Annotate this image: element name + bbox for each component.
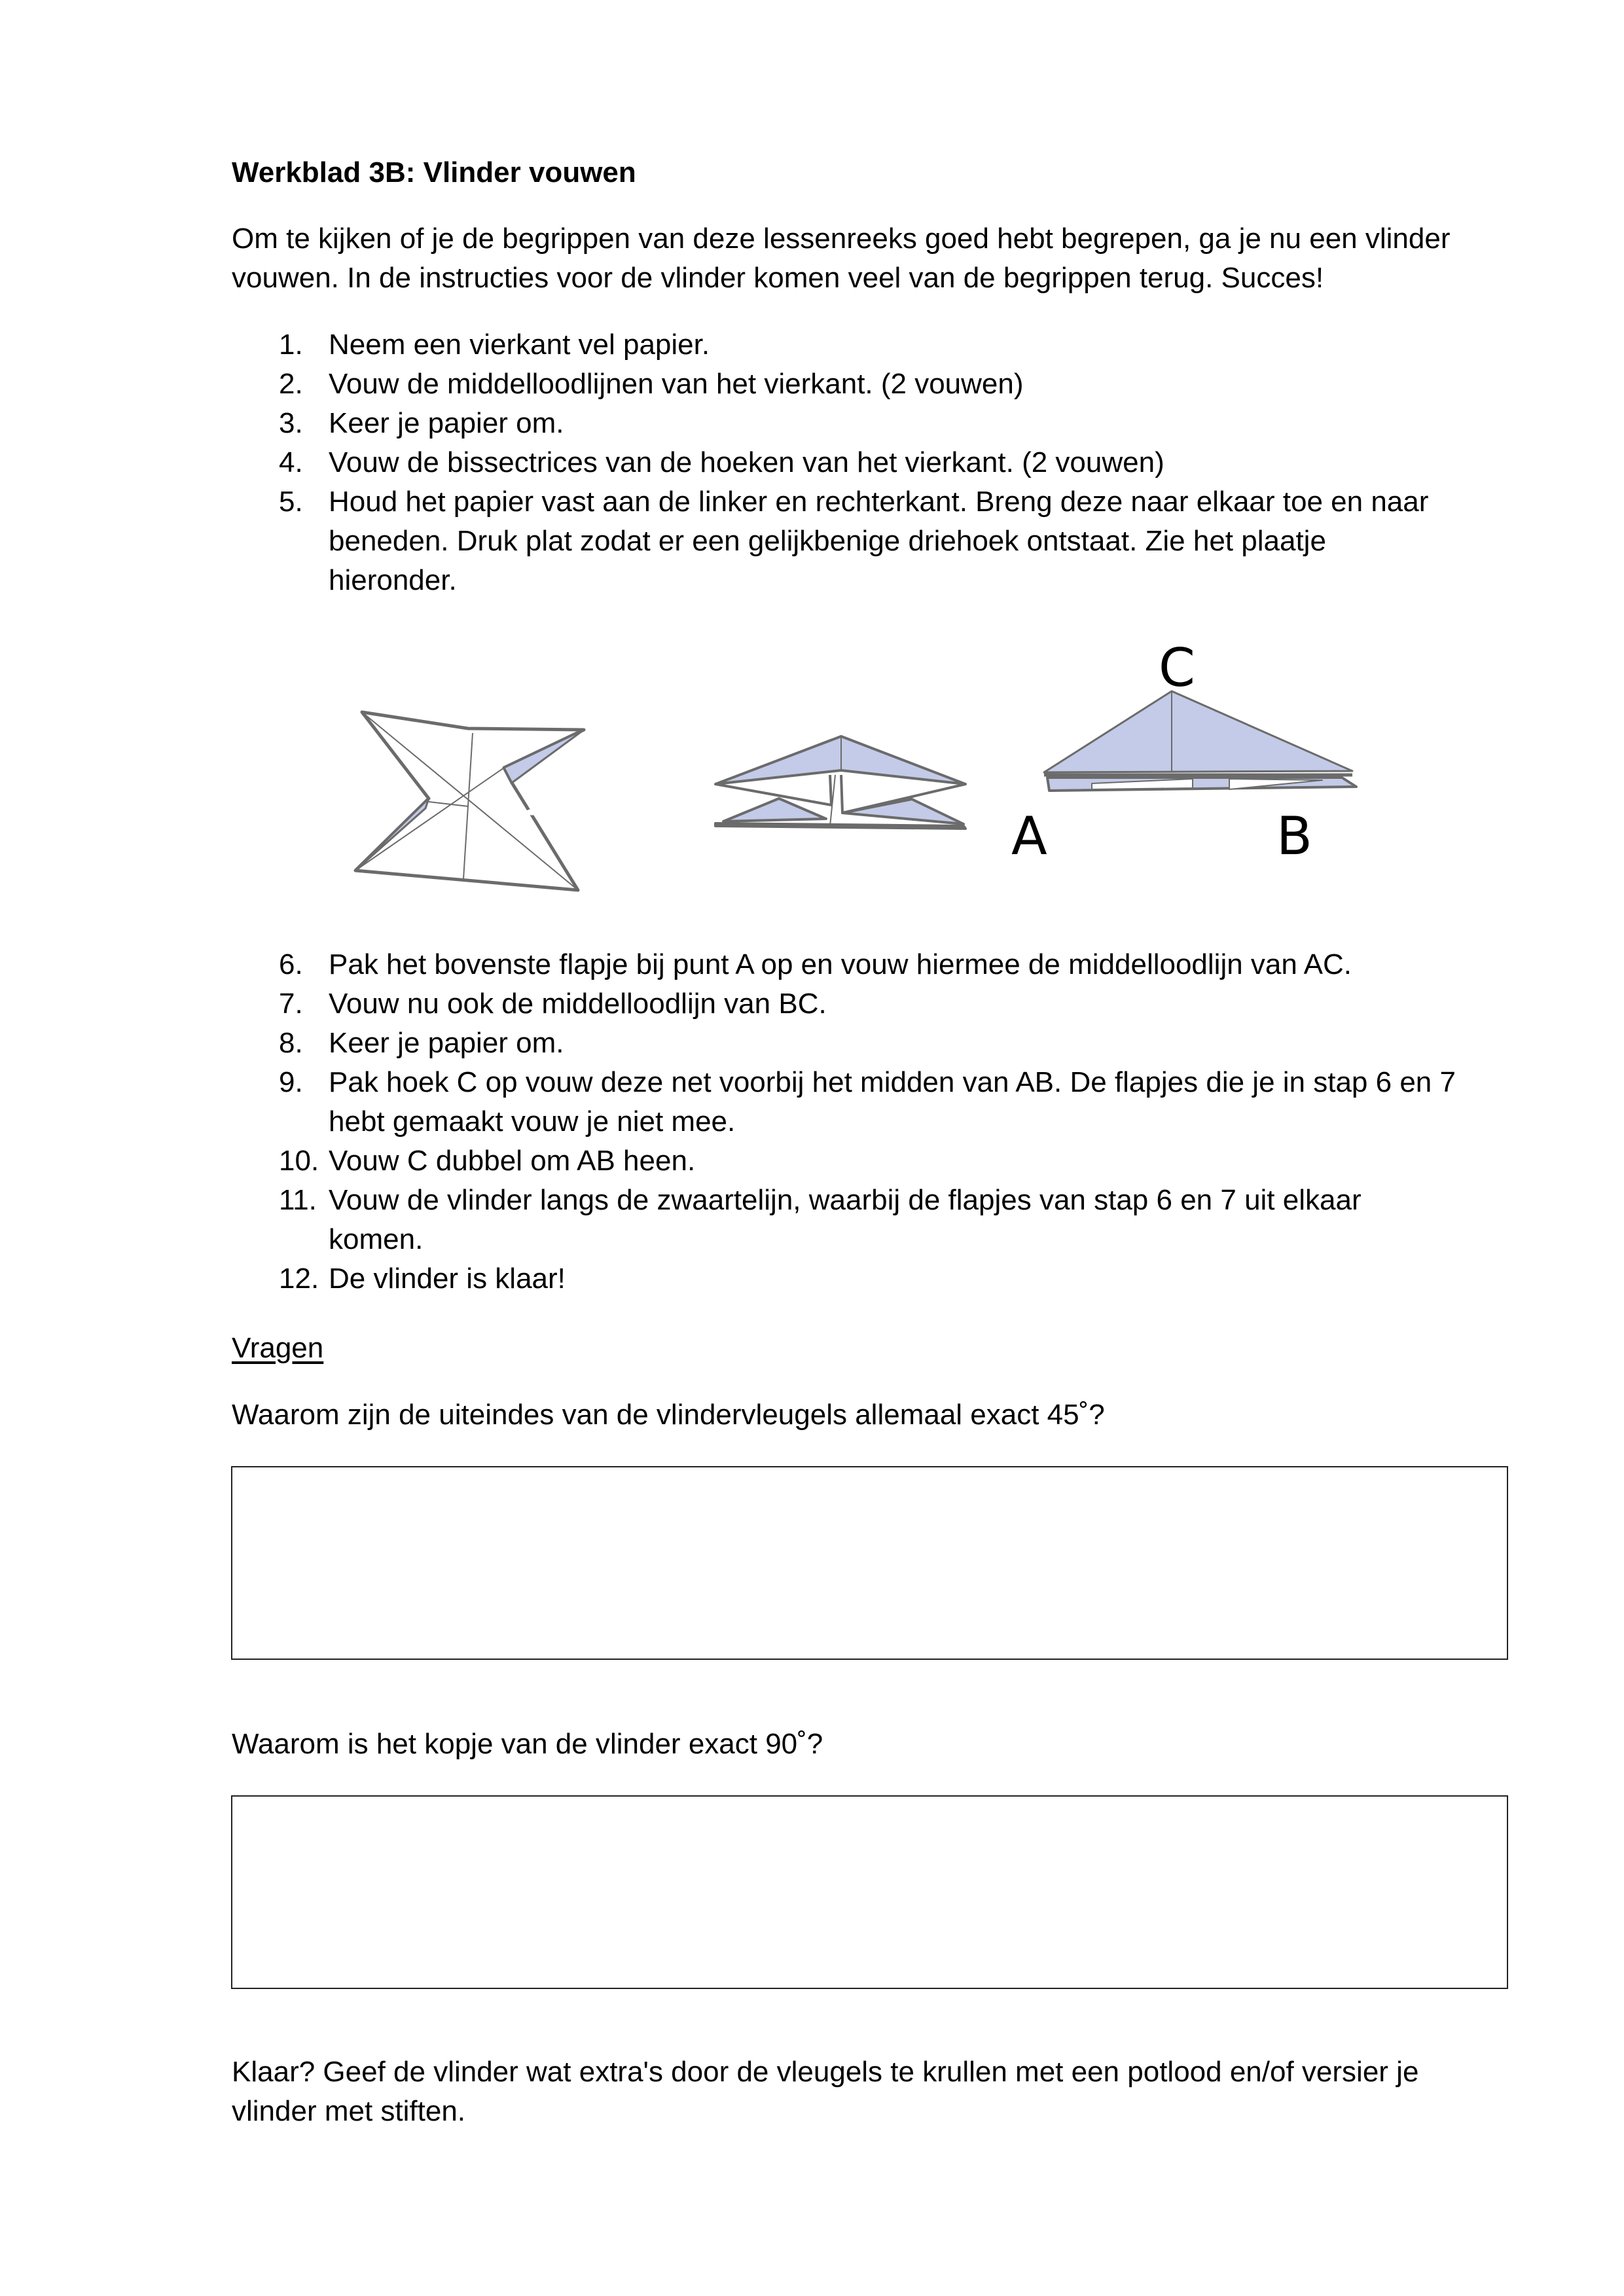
list-item [232, 404, 1428, 443]
step-text: De vlinder is klaar! [329, 1263, 566, 1295]
step-number: 6. [279, 948, 303, 980]
list-item [232, 1141, 1456, 1181]
step-text: Vouw nu ook de middelloodlijn van BC. [329, 988, 827, 1020]
step-text: hieronder. [329, 564, 457, 596]
instruction-list-part2 [232, 945, 1456, 1299]
step-number: 5. [279, 486, 303, 518]
intro-line: vouwen. In de instructies voor de vlinder komen veel van de begrippen terug. Succes! [232, 262, 1324, 294]
question-1: Waarom zijn de uiteindes van de vlindervleugels allemaal exact 45˚? [232, 1399, 1105, 1431]
page-title: Werkblad 3B: Vlinder vouwen [232, 156, 636, 188]
list-item [232, 325, 1428, 365]
list-item [232, 945, 1456, 984]
step-text: Houd het papier vast aan de linker en rechterkant. Breng deze naar elkaar toe en naar [329, 486, 1429, 518]
intro-paragraph [232, 219, 1450, 298]
instruction-list-part1 [232, 325, 1428, 600]
folding-illustration [327, 615, 1375, 910]
step-number: 9. [279, 1066, 303, 1098]
step-number: 7. [279, 988, 303, 1020]
answer-box-1[interactable] [231, 1466, 1508, 1660]
step-number: 2. [279, 368, 303, 400]
step-text: Vouw de bissectrices van de hoeken van het vierkant. (2 vouwen) [329, 446, 1164, 478]
step-text: komen. [329, 1223, 424, 1255]
list-item [232, 1063, 1456, 1141]
step-text: beneden. Druk plat zodat er een gelijkbenige driehoek ontstaat. Zie het plaatje [329, 525, 1326, 557]
step-number: 12. [279, 1263, 319, 1295]
label-c: C [1159, 637, 1195, 698]
step-text: Keer je papier om. [329, 1027, 564, 1059]
answer-box-2[interactable] [231, 1795, 1508, 1989]
closing-line: Klaar? Geef de vlinder wat extra's door de vleugels te krullen met een potlood en/of versier je [232, 2056, 1419, 2088]
list-item [232, 482, 1428, 600]
label-a: A [1011, 806, 1047, 867]
step-text: Pak hoek C op vouw deze net voorbij het midden van AB. De flapjes die je in stap 6 en 7 [329, 1066, 1456, 1098]
list-item [232, 443, 1428, 482]
step-text: Vouw de vlinder langs de zwaartelijn, waarbij de flapjes van stap 6 en 7 uit elkaar [329, 1184, 1362, 1216]
step-number: 8. [279, 1027, 303, 1059]
step-number: 3. [279, 407, 303, 439]
list-item [232, 984, 1456, 1024]
folding-steps-diagram [327, 615, 1375, 910]
step-text: Vouw C dubbel om AB heen. [329, 1145, 696, 1177]
closing-line: vlinder met stiften. [232, 2095, 466, 2127]
step-number: 4. [279, 446, 303, 478]
step-text: hebt gemaakt vouw je niet mee. [329, 1105, 736, 1138]
step-text: Keer je papier om. [329, 407, 564, 439]
list-item [232, 1181, 1456, 1259]
intro-line: Om te kijken of je de begrippen van deze lessenreeks goed hebt begrepen, ga je nu een vlinder [232, 223, 1451, 255]
step-text: Neem een vierkant vel papier. [329, 329, 710, 361]
step-number: 1. [279, 329, 303, 361]
list-item [232, 365, 1428, 404]
step-text: Vouw de middelloodlijnen van het vierkant. (2 vouwen) [329, 368, 1024, 400]
closing-paragraph [232, 2053, 1418, 2131]
questions-heading: Vragen [232, 1332, 324, 1364]
list-item [232, 1024, 1456, 1063]
step-number: 10. [279, 1145, 319, 1177]
step-text: Pak het bovenste flapje bij punt A op en vouw hiermee de middelloodlijn van AC. [329, 948, 1352, 980]
step-number: 11. [279, 1184, 317, 1216]
list-item [232, 1259, 1456, 1299]
question-2: Waarom is het kopje van de vlinder exact 90˚? [232, 1728, 823, 1760]
label-b: B [1276, 806, 1312, 867]
fold-figure-3 [1044, 670, 1356, 791]
